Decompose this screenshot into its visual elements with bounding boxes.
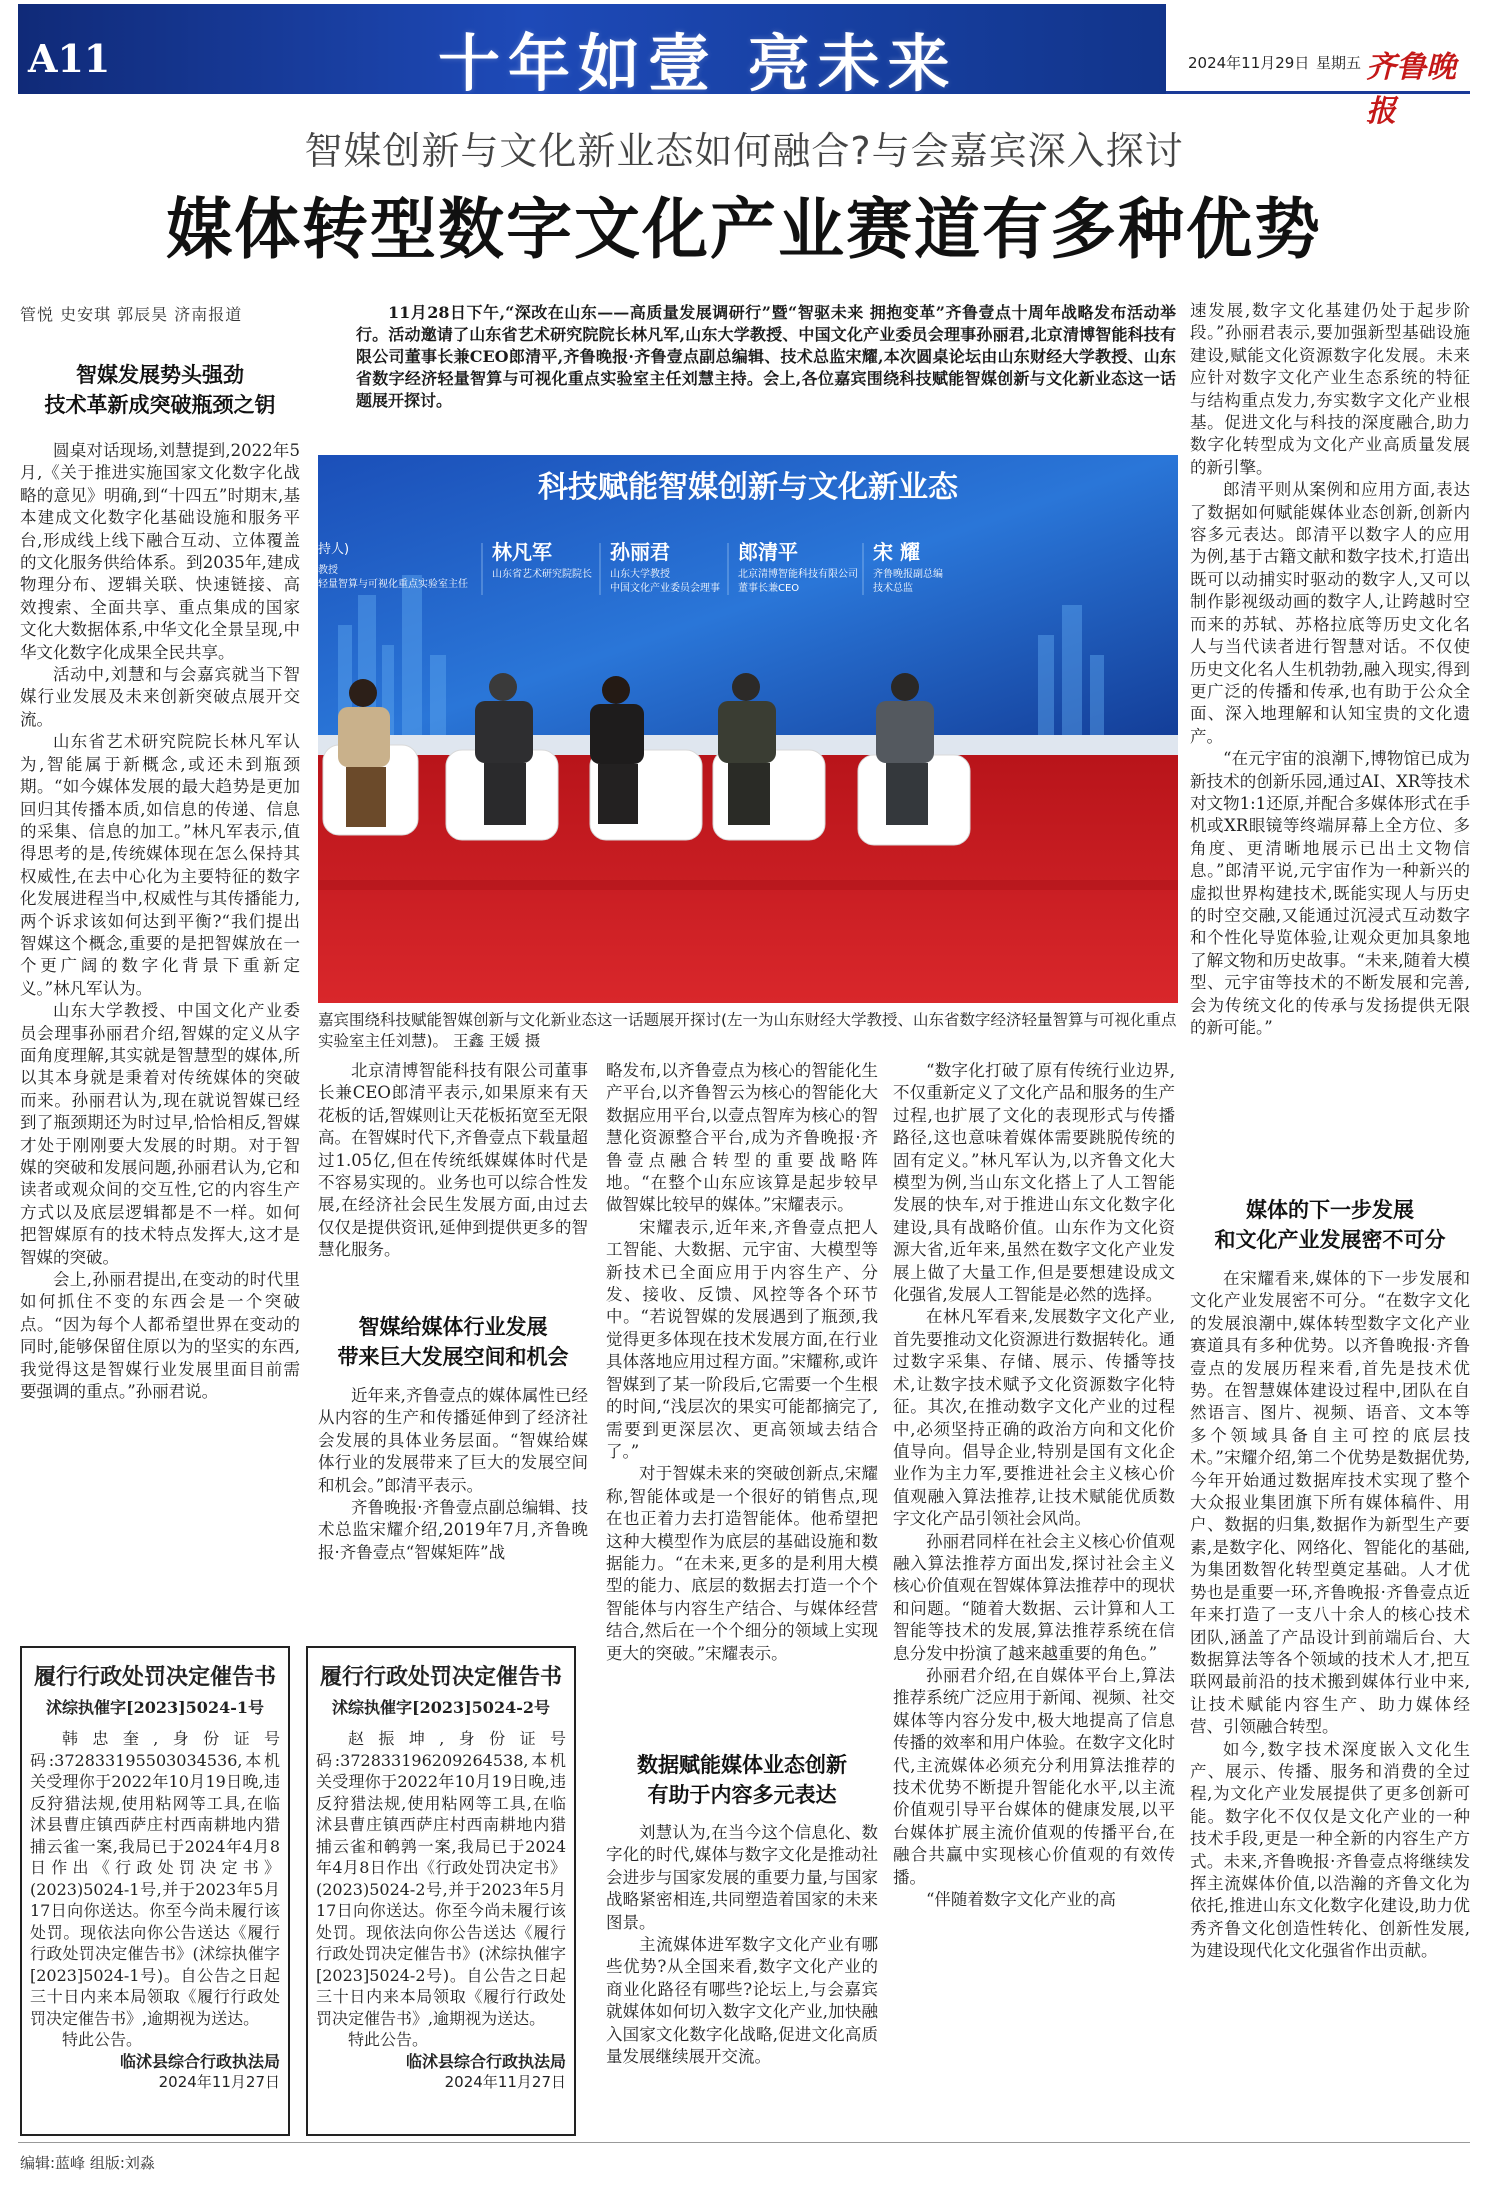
- paragraph: 山东省艺术研究院院长林凡军认为,智能属于新概念,或还未到瓶颈期。“如今媒体发展的最大趋势是更加回归其传播本质,如信息的传递、信息的采集、信息的加工。”林凡军表示,值得思考的是,传统媒体现在怎么保持其权威性,在去中心化为主要特征的数字化发展进程当中,权威性与其传播能力,两个诉求该如何达到平衡?“我们提出智媒这个概念,重要的是把智媒放在一个更广阔的数字化背景下重新定义。”林凡军认为。: [20, 732, 300, 998]
- notice-special: 特此公告。: [348, 2030, 429, 2049]
- paragraph: 孙丽君同样在社会主义核心价值观融入算法推荐方面出发,探讨社会主义核心价值观在智媒体算法推荐中的现状和问题。“随着大数据、云计算和人工智能等技术的发展,算法推荐系统在信息分发中扮演了越来越重要的角色。”: [893, 1531, 1175, 1663]
- guest-name-1: 林凡军: [492, 540, 552, 564]
- guest-title-3b: 董事长兼CEO: [738, 583, 800, 594]
- guest-title-4a: 齐鲁晚报副总编: [873, 569, 943, 580]
- section-head-1: 智媒发展势头强劲 技术革新成突破瓶颈之钥: [44, 362, 276, 417]
- paragraph: 在宋耀看来,媒体的下一步发展和文化产业发展密不可分。“在数字文化的发展浪潮中,媒体转型数字文化产业赛道具有多种优势。以齐鲁晚报·齐鲁壹点的发展历程来看,首先是技术优势。在智慧媒体建设过程中,团队在自然语言、图片、视频、语音、文本等多个领域具备自主可控的底层技术。”宋耀介绍,第二个优势是数据优势,今年开始通过数据库技术实现了整个大众报业集团旗下所有媒体稿件、用户、数据的归集,数据作为新型生产要素,是数字化、网络化、智能化的基础,为集团数智化转型奠定基础。人才优势也是重要一环,齐鲁晚报·齐鲁壹点近年来打造了一支八十余人的核心技术团队,涵盖了产品设计到前端后台、大数据算法等各个领域的技术人才,把互联网最前沿的技术搬到媒体行业中来,让技术赋能内容生产、助力媒体经营、引领融合转型。: [1190, 1269, 1470, 1737]
- paragraph: 山东大学教授、中国文化产业委员会理事孙丽君介绍,智媒的定义从字面角度理解,其实就是智慧型的媒体,所以其本身就是秉着对传统媒体的突破而来。孙丽君认为,现在就说智媒已经到了瓶颈期还为时过早,恰恰相反,智媒才处于刚刚要大发展的时期。对于智媒的突破和发展问题,孙丽君认为,它和读者或观众间的交互性,它的内容生产方式以及底层逻辑都是不一样。如何把智媒原有的技术特点发挥大,这才是智媒的突破。: [20, 1001, 300, 1267]
- guest-name-4: 宋 耀: [873, 540, 920, 564]
- notice-date: 2024年11月27日: [444, 2072, 566, 2091]
- notice-title: 履行行政处罚决定催告书: [33, 1664, 276, 1690]
- notice-special: 特此公告。: [62, 2030, 143, 2049]
- legal-notice-1: [20, 1646, 290, 2136]
- column-5-cont: [1190, 1268, 1470, 2138]
- paragraph: 对于智媒未来的突破创新点,宋耀称,智能体或是一个很好的销售点,现在也正着力去打造智能体。他希望把这种大模型作为底层的基础设施和数据能力。“在未来,更多的是利用大模型的能力、底层的数据去打造一个个智能体与内容生产结合、与媒体经营结合,然后在一个个细分的领域上实现更大的突破。”宋耀表示。: [606, 1464, 878, 1663]
- paragraph: 略发布,以齐鲁壹点为核心的智能化生产平台,以齐鲁智云为核心的智能化大数据应用平台,以壹点智库为核心的智慧化资源整合平台,成为齐鲁晚报·齐鲁壹点融合转型的重要战略阵地。“在整个山东应该算是起步较早做智媒比较早的媒体。”宋耀表示。: [606, 1061, 878, 1215]
- paragraph: 如今,数字技术深度嵌入文化生产、展示、传播、服务和消费的全过程,为文化产业发展提供了更多创新可能。数字化不仅仅是文化产业的一种技术手段,更是一种全新的内容生产方式。未来,齐鲁晚报·齐鲁壹点将继续发挥主流媒体价值,以浩瀚的齐鲁文化为依托,推进山东文化数字化建设,助力优秀齐鲁文化创造性转化、创新性发展,为建设现代化文化强省作出贡献。: [1190, 1739, 1470, 1961]
- forum-photo: [318, 455, 1178, 1003]
- guest-title-3a: 北京清博智能科技有限公司: [738, 569, 858, 580]
- newspaper-logo: 齐鲁晚报: [1366, 50, 1456, 129]
- anniversary-slogan: 十年如壹 亮未来: [438, 27, 958, 100]
- byline: 管悦 史安琪 郭辰昊 济南报道: [20, 305, 243, 324]
- paragraph: 孙丽君介绍,在自媒体平台上,算法推荐系统广泛应用于新闻、视频、社交媒体等内容分发中,极大地提高了信息传播的效率和用户体验。在数字文化时代,主流媒体必须充分利用算法推荐的技术优势不断提升智能化水平,以主流价值观引导平台媒体的健康发展,以平台媒体扩展主流价值观的传播平台,在融合共赢中实现核心价值观的有效传播。: [893, 1665, 1175, 1887]
- paragraph: 主流媒体进军数字文化产业有哪些优势?从全国来看,数字文化产业的商业化路径有哪些?论坛上,与会嘉宾就媒体如何切入数字文化产业,加快融入国家文化数字化战略,促进文化高质量发展继续展开交流。: [606, 1935, 878, 2067]
- guest-title-2a: 山东大学教授: [610, 569, 670, 580]
- paragraph: 圆桌对话现场,刘慧提到,2022年5月,《关于推进实施国家文化数字化战略的意见》明确,到“十四五”时期末,基本建成文化数字化基础设施和服务平台,形成线上线下融合互动、立体覆盖的文化服务供给体系。到2035年,建成物理分布、逻辑关联、快速链接、高效搜索、全面共享、重点集成的国家文化大数据体系,中华文化全景呈现,中华文化数字化成果全民共享。: [20, 441, 300, 662]
- section-head-4: 媒体的下一步发展 和文化产业发展密不可分: [1214, 1197, 1446, 1252]
- column-3-cont: [606, 1822, 878, 2137]
- notice-org: 临沭县综合行政执法局: [405, 2051, 566, 2071]
- host-line-1: 教授: [318, 565, 338, 576]
- column-5: [1190, 300, 1470, 1175]
- column-4: [893, 1060, 1175, 2138]
- section-head-3: 数据赋能媒体业态创新 有助于内容多元表达: [637, 1752, 847, 1807]
- article-title: 媒体转型数字文化产业赛道有多种优势: [166, 190, 1322, 268]
- host-fragment: 持人): [318, 542, 350, 557]
- paragraph: 郎清平则从案例和应用方面,表达了数据如何赋能媒体业态创新,创新内容多元表达。郎清平以数字人的应用为例,基于古籍文献和数字技术,打造出既可以动捕实时驱动的数字人,又可以制作影视级动画的数字人,让跨越时空而来的苏轼、苏格拉底等历史文化名人与当代读者进行智慧对话。不仅使历史文化名人生机勃勃,融入现实,得到更广泛的传播和传承,也有助于公众全面、深入地理解和认知宝贵的文化遗产。: [1190, 480, 1470, 746]
- column-3: [606, 1060, 878, 1740]
- article-subtitle: 智媒创新与文化新业态如何融合?与会嘉宾深入探讨: [304, 129, 1184, 173]
- column-2: [318, 1060, 588, 1280]
- lead-text: 11月28日下午,“深改在山东——高质量发展调研行”暨“智驱未来 拥抱变革”齐鲁壹点十周年战略发布活动举行。活动邀请了山东省艺术研究院院长林凡军,山东大学教授、中国文化产业委员会理事孙丽君,北京清博智能科技有限公司董事长兼CEO郎清平,齐鲁晚报·齐鲁壹点副总编辑、技术总监宋耀,本次圆桌论坛由山东财经大学教授、山东省数字经济轻量智算与可视化重点实验室主任刘慧主持。会上,各位嘉宾围绕科技赋能智媒创新与文化新业态这一话题展开探讨。: [356, 303, 1176, 410]
- paragraph: 刘慧认为,在当今这个信息化、数字化的时代,媒体与数字文化是推动社会进步与国家发展的重要力量,与国家战略紧密相连,共同塑造着国家的未来图景。: [606, 1823, 878, 1932]
- paragraph: “数字化打破了原有传统行业边界,不仅重新定义了文化产品和服务的生产过程,也扩展了文化的表现形式与传播路径,这也意味着媒体需要跳脱传统的固有定义。”林凡军认为,以齐鲁文化大模型为例,当山东文化搭上了人工智能发展的快车,对于推进山东文化数字化建设,具有战略价值。山东作为文化资源大省,近年来,虽然在数字文化产业发展上做了大量工作,但是要想建设成文化强省,发展人工智能是必然的选择。: [893, 1061, 1175, 1305]
- paragraph: 齐鲁晚报·齐鲁壹点副总编辑、技术总监宋耀介绍,2019年7月,齐鲁晚报·齐鲁壹点“智媒矩阵”战: [318, 1498, 588, 1562]
- paragraph: “伴随着数字文化产业的高: [926, 1890, 1116, 1910]
- stage-banner: 科技赋能智媒创新与文化新业态: [538, 470, 958, 505]
- paragraph: 宋耀表示,近年来,齐鲁壹点把人工智能、大数据、元宇宙、大模型等新技术已全面应用于内容生产、分发、接收、反馈、风控等各个环节中。“若说智媒的发展遇到了瓶颈,我觉得更多体现在技术发展方面,在行业具体落地应用过程方面。”宋耀称,或许智媒到了某一阶段后,它需要一个生根的时间,“浅层次的果实可能都摘完了,需要到更深层次、更高领域去结合了。”: [606, 1217, 878, 1461]
- paragraph: “在元宇宙的浪潮下,博物馆已成为新技术的创新乐园,通过AI、XR等技术对文物1:1还原,并配合多媒体形式在手机或XR眼镜等终端屏幕上全方位、多角度、更清晰地展示已出土文物信息。”郎清平说,元宇宙作为一种新兴的虚拟世界构建技术,既能实现人与历史的时空交融,又能通过沉浸式互动数字和个性化导览体验,让观众更加具象地了解文物和历史故事。“未来,随着大模型、元宇宙等技术的不断发展和完善,会为传统文化的传承与发扬提供无限的新可能。”: [1190, 749, 1470, 1037]
- notice-org: 临沭县综合行政执法局: [119, 2051, 280, 2071]
- paragraph: 北京清博智能科技有限公司董事长兼CEO郎清平表示,如果原来有天花板的话,智媒则让天花板拓宽至无限高。在智媒时代下,齐鲁壹点下载量超过1.05亿,但在传统纸媒媒体时代是不容易实现的。业务也可以综合性发展,在经济社会民生发展方面,由过去仅仅是提供资讯,延伸到提供更多的智慧化服务。: [318, 1061, 588, 1260]
- guest-title-2b: 中国文化产业委员会理事: [610, 583, 720, 594]
- paragraph: 近年来,齐鲁壹点的媒体属性已经从内容的生产和传播延伸到了经济社会发展的具体业务层面。“智媒给媒体行业的发展带来了巨大的发展空间和机会。”郎清平表示。: [318, 1386, 588, 1495]
- paragraph: 速发展,数字文化基建仍处于起步阶段。”孙丽君表示,要加强新型基础设施建设,赋能文化资源数字化发展。未来应针对数字文化产业生态系统的特征与结构重点发力,夯实数字文化产业根基。促进文化与科技的深度融合,助力数字化转型成为文化产业高质量发展的新引擎。: [1190, 301, 1470, 477]
- guest-name-2: 孙丽君: [610, 540, 670, 564]
- notice-body: 韩忠奎,身份证号码:372833195503034536,本机关受理你于2022年10月19日晚,违反狩猎法规,使用粘网等工具,在临沭县曹庄镇西萨庄村西南耕地内猎捕云雀一案,我局已于2024年4月8日作出《行政处罚决定书》(2023)5024-1号,并于2023年5月17日向你送达。你至今尚未履行该处罚。现依法向你公告送达《履行行政处罚决定催告书》(沭综执催字[2023]5024-1号)。自公告之日起三十日内来本局领取《履行行政处罚决定催告书》,逾期视为送达。: [30, 1729, 280, 2028]
- notice-date: 2024年11月27日: [158, 2072, 280, 2091]
- guest-name-3: 郎清平: [738, 540, 798, 564]
- page-footer: 编辑:蓝峰 组版:刘淼: [20, 2154, 155, 2172]
- guest-title-4b: 技术总监: [873, 583, 913, 594]
- page-number: A11: [28, 36, 111, 81]
- photo-caption: 嘉宾围绕科技赋能智媒创新与文化新业态这一话题展开探讨(左一为山东财经大学教授、山东省数字经济轻量智算与可视化重点实验室主任刘慧)。 王鑫 王媛 摄: [318, 1011, 1177, 1050]
- article-lead: [356, 302, 1176, 412]
- header-info: [1166, 4, 1470, 129]
- forum-stage-image: [318, 455, 1178, 1003]
- issue-date: 2024年11月29日: [1188, 54, 1310, 72]
- guest-title-1: 山东省艺术研究院院长: [492, 569, 592, 580]
- paragraph: 活动中,刘慧和与会嘉宾就当下智媒行业发展及未来创新突破点展开交流。: [20, 665, 300, 729]
- column-1: [20, 440, 300, 1630]
- legal-notice-2: [306, 1646, 576, 2136]
- notice-title: 履行行政处罚决定催告书: [319, 1664, 562, 1690]
- notice-body: 赵振坤,身份证号码:372833196209264538,本机关受理你于2022年10月19日晚,违反狩猎法规,使用粘网等工具,在临沭县曹庄镇西萨庄村西南耕地内猎捕云雀和鹌鹑一案,我局已于2024年4月8日作出《行政处罚决定书》(2023)5024-2号,并于2023年5月17日向你送达。你至今尚未履行该处罚。现依法向你公告送达《履行行政处罚决定催告书》(沭综执催字[2023]5024-2号)。自公告之日起三十日内来本局领取《履行行政处罚决定催告书》,逾期视为送达。: [316, 1729, 566, 2028]
- page-header: [18, 4, 1470, 129]
- column-2-cont: [318, 1385, 588, 1635]
- footer-rule: [18, 2142, 1470, 2143]
- section-head-2: 智媒给媒体行业发展 带来巨大发展空间和机会: [337, 1314, 569, 1369]
- notice-number: 沭综执催字[2023]5024-1号: [46, 1698, 264, 1717]
- paragraph: 会上,孙丽君提出,在变动的时代里如何抓住不变的东西会是一个突破点。“因为每个人都希望世界在变动的同时,能够保留住原以为的坚实的东西,我觉得这是智媒行业发展里面目前需要强调的重点。”孙丽君说。: [20, 1270, 300, 1402]
- paragraph: 在林凡军看来,发展数字文化产业,首先要推动文化资源进行数据转化。通过数字采集、存储、展示、传播等技术,让数字技术赋予文化资源数字化特征。其次,在推动数字文化产业的过程中,必须坚持正确的政治方向和文化价值导向。倡导企业,特别是国有文化企业作为主力军,要推进社会主义核心价值观融入算法推荐,让技术赋能优质数字文化产品引领社会风尚。: [893, 1307, 1175, 1529]
- issue-weekday: 星期五: [1316, 54, 1362, 72]
- notice-number: 沭综执催字[2023]5024-2号: [332, 1698, 550, 1717]
- host-line-2: 轻量智算与可视化重点实验室主任: [318, 579, 468, 590]
